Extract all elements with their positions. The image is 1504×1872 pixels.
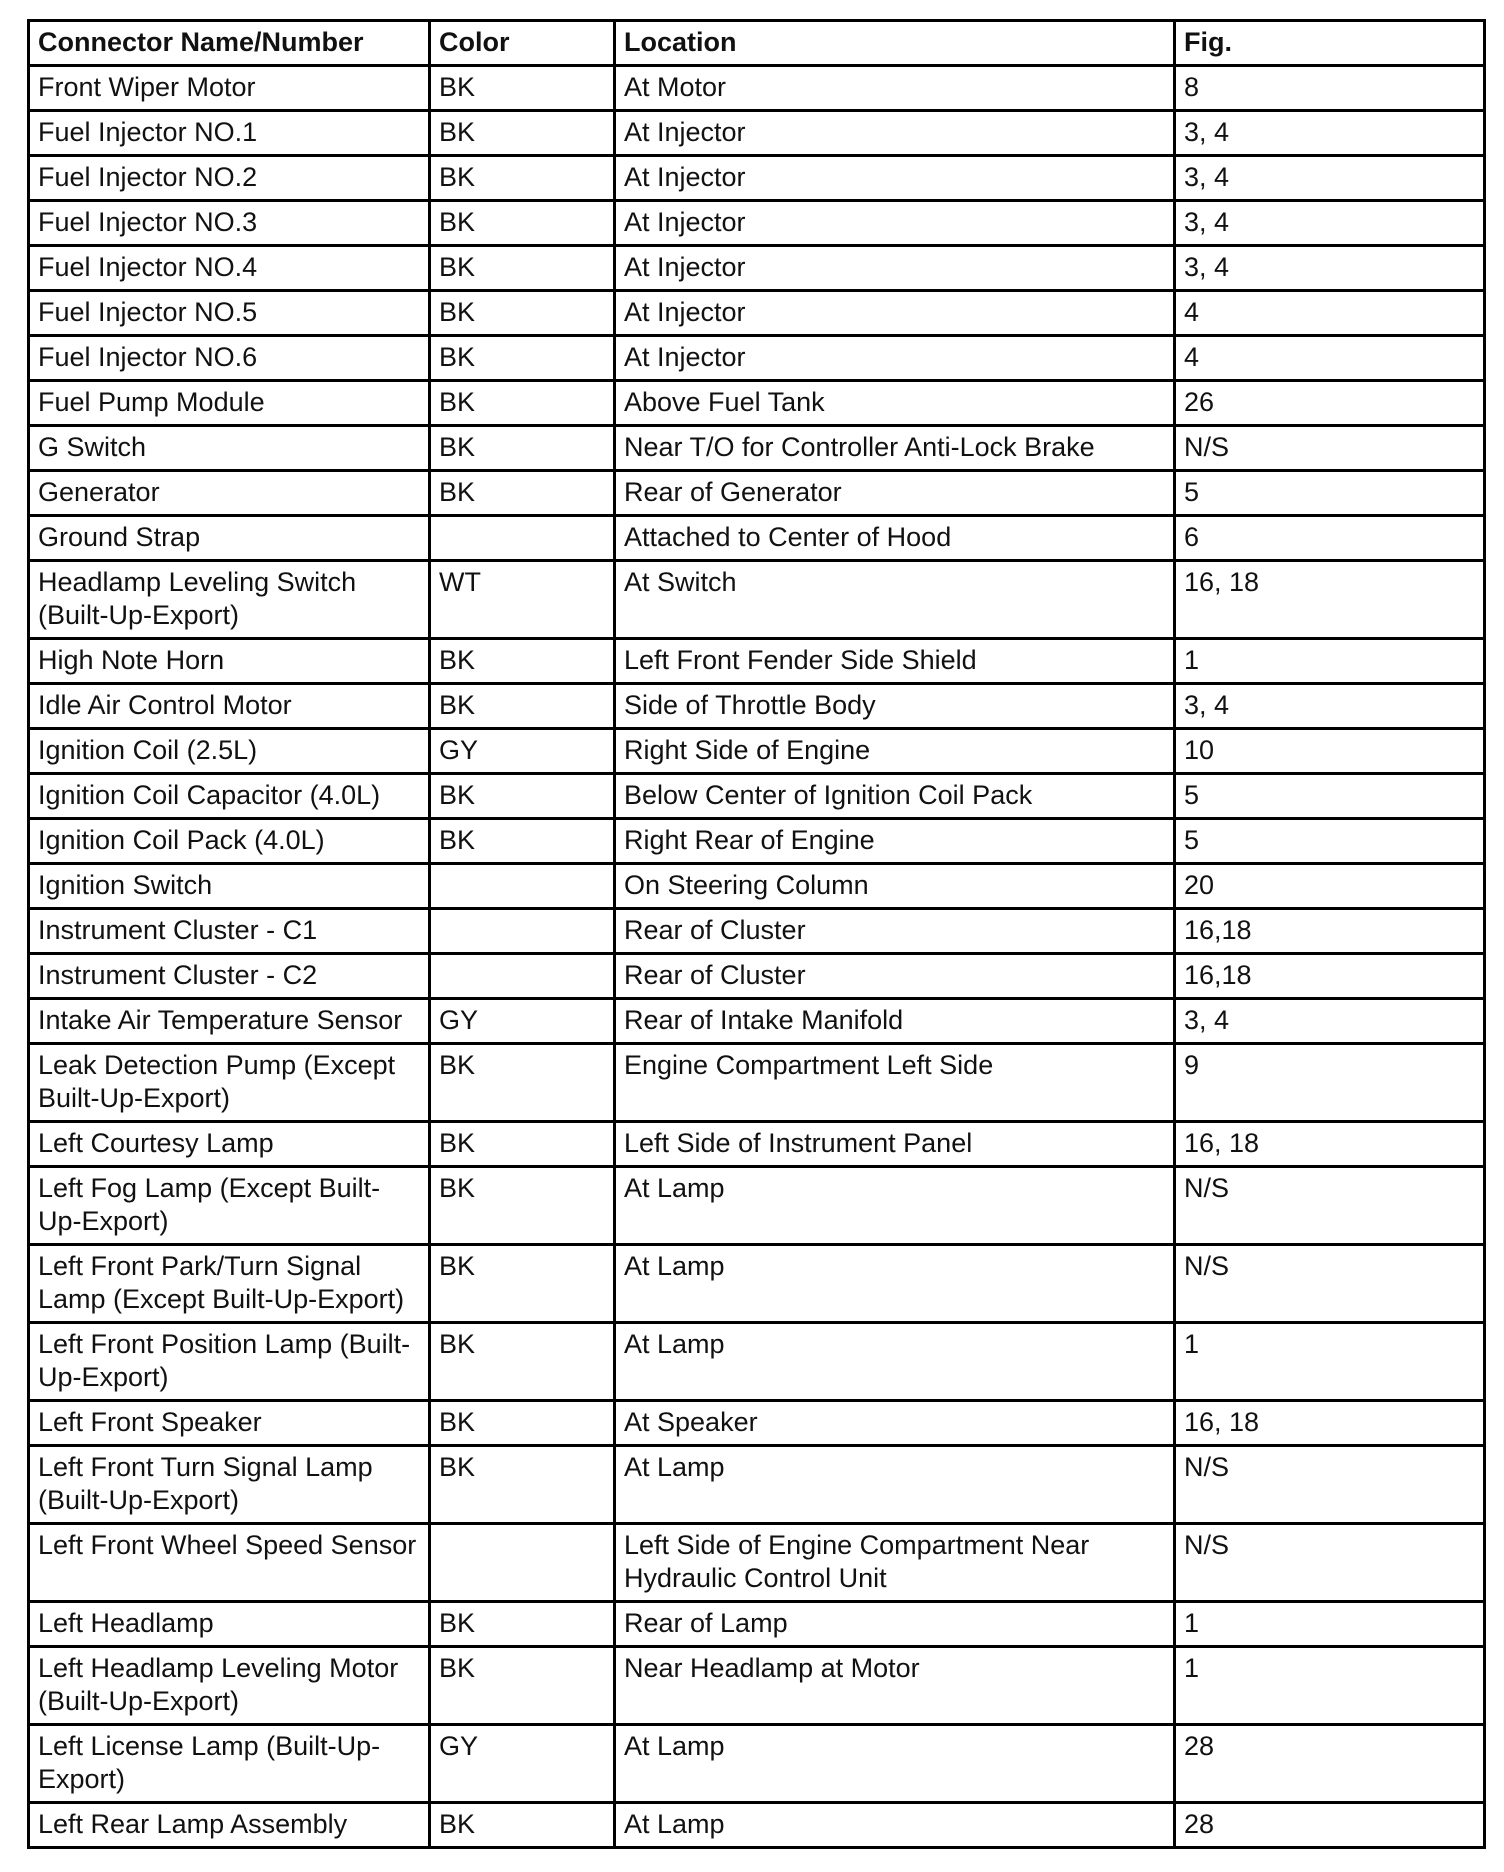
fig-cell: N/S (1175, 1245, 1485, 1323)
table-row (29, 774, 1485, 819)
location-cell: Near T/O for Controller Anti-Lock Brake (615, 426, 1175, 471)
fig-cell: 28 (1175, 1803, 1485, 1848)
fig-cell: 1 (1175, 1602, 1485, 1647)
location-cell: Right Side of Engine (615, 729, 1175, 774)
color-cell: BK (430, 774, 615, 819)
header-location: Location (615, 21, 1175, 66)
connector-name-cell: Left License Lamp (Built-Up-Export) (29, 1725, 430, 1803)
location-cell: At Motor (615, 66, 1175, 111)
location-cell: At Switch (615, 561, 1175, 639)
connector-name-cell: Intake Air Temperature Sensor (29, 999, 430, 1044)
table-header (29, 21, 1485, 66)
fig-cell: 16, 18 (1175, 561, 1485, 639)
connector-name-cell: Fuel Injector NO.4 (29, 246, 430, 291)
connector-name-cell: Left Front Wheel Speed Sensor (29, 1524, 430, 1602)
color-cell: BK (430, 1122, 615, 1167)
fig-cell: 20 (1175, 864, 1485, 909)
color-cell (430, 954, 615, 999)
fig-cell: 16,18 (1175, 909, 1485, 954)
table-row (29, 684, 1485, 729)
location-cell: Above Fuel Tank (615, 381, 1175, 426)
color-cell: BK (430, 1323, 615, 1401)
table-row (29, 1401, 1485, 1446)
table-row (29, 291, 1485, 336)
color-cell: GY (430, 1725, 615, 1803)
color-cell: BK (430, 1245, 615, 1323)
connector-name-cell: Left Front Position Lamp (Built-Up-Export) (29, 1323, 430, 1401)
color-cell (430, 864, 615, 909)
header-fig: Fig. (1175, 21, 1485, 66)
color-cell: WT (430, 561, 615, 639)
table-row (29, 1044, 1485, 1122)
color-cell: BK (430, 381, 615, 426)
fig-cell: 10 (1175, 729, 1485, 774)
connector-name-cell: Instrument Cluster - C2 (29, 954, 430, 999)
table-row (29, 426, 1485, 471)
table-row (29, 156, 1485, 201)
color-cell: BK (430, 1401, 615, 1446)
connector-name-cell: Headlamp Leveling Switch (Built-Up-Export) (29, 561, 430, 639)
table-row (29, 639, 1485, 684)
fig-cell: 3, 4 (1175, 999, 1485, 1044)
table-row (29, 864, 1485, 909)
fig-cell: 5 (1175, 819, 1485, 864)
connector-table (27, 19, 1486, 1849)
table-row (29, 1122, 1485, 1167)
location-cell: Rear of Generator (615, 471, 1175, 516)
table-row (29, 729, 1485, 774)
connector-name-cell: Ignition Coil (2.5L) (29, 729, 430, 774)
color-cell: BK (430, 1446, 615, 1524)
fig-cell: 3, 4 (1175, 111, 1485, 156)
color-cell: GY (430, 729, 615, 774)
color-cell: BK (430, 1044, 615, 1122)
location-cell: Rear of Intake Manifold (615, 999, 1175, 1044)
color-cell (430, 1524, 615, 1602)
location-cell: At Lamp (615, 1167, 1175, 1245)
table-row (29, 471, 1485, 516)
connector-name-cell: Leak Detection Pump (Except Built-Up-Export) (29, 1044, 430, 1122)
location-cell: At Lamp (615, 1725, 1175, 1803)
fig-cell: 4 (1175, 336, 1485, 381)
fig-cell: 3, 4 (1175, 246, 1485, 291)
table-row (29, 999, 1485, 1044)
color-cell: BK (430, 1803, 615, 1848)
fig-cell: N/S (1175, 1446, 1485, 1524)
color-cell: BK (430, 291, 615, 336)
color-cell: BK (430, 639, 615, 684)
connector-name-cell: Generator (29, 471, 430, 516)
location-cell: At Lamp (615, 1803, 1175, 1848)
connector-name-cell: Left Front Park/Turn Signal Lamp (Except Built-Up-Export) (29, 1245, 430, 1323)
table-row (29, 1524, 1485, 1602)
location-cell: At Lamp (615, 1323, 1175, 1401)
table-row (29, 1245, 1485, 1323)
color-cell: BK (430, 684, 615, 729)
fig-cell: 5 (1175, 774, 1485, 819)
location-cell: Below Center of Ignition Coil Pack (615, 774, 1175, 819)
connector-name-cell: Fuel Injector NO.1 (29, 111, 430, 156)
table-row (29, 336, 1485, 381)
color-cell (430, 909, 615, 954)
location-cell: Side of Throttle Body (615, 684, 1175, 729)
table-row (29, 201, 1485, 246)
connector-name-cell: Left Front Turn Signal Lamp (Built-Up-Export) (29, 1446, 430, 1524)
fig-cell: 1 (1175, 1323, 1485, 1401)
location-cell: At Injector (615, 201, 1175, 246)
color-cell: BK (430, 426, 615, 471)
location-cell: Rear of Lamp (615, 1602, 1175, 1647)
connector-name-cell: Fuel Injector NO.2 (29, 156, 430, 201)
connector-name-cell: Ground Strap (29, 516, 430, 561)
table-row (29, 246, 1485, 291)
color-cell: BK (430, 1167, 615, 1245)
fig-cell: 16, 18 (1175, 1122, 1485, 1167)
connector-name-cell: Instrument Cluster - C1 (29, 909, 430, 954)
connector-name-cell: Left Courtesy Lamp (29, 1122, 430, 1167)
color-cell: GY (430, 999, 615, 1044)
table-row (29, 516, 1485, 561)
table-row (29, 1602, 1485, 1647)
location-cell: Rear of Cluster (615, 954, 1175, 999)
fig-cell: 28 (1175, 1725, 1485, 1803)
color-cell (430, 516, 615, 561)
connector-name-cell: Front Wiper Motor (29, 66, 430, 111)
location-cell: Rear of Cluster (615, 909, 1175, 954)
fig-cell: 8 (1175, 66, 1485, 111)
location-cell: At Injector (615, 111, 1175, 156)
connector-name-cell: Ignition Coil Capacitor (4.0L) (29, 774, 430, 819)
table-row (29, 819, 1485, 864)
fig-cell: 9 (1175, 1044, 1485, 1122)
fig-cell: 16, 18 (1175, 1401, 1485, 1446)
fig-cell: 3, 4 (1175, 684, 1485, 729)
header-connector-name: Connector Name/Number (29, 21, 430, 66)
table-row (29, 954, 1485, 999)
connector-name-cell: Left Headlamp Leveling Motor (Built-Up-Export) (29, 1647, 430, 1725)
table-row (29, 111, 1485, 156)
table-row (29, 66, 1485, 111)
location-cell: Near Headlamp at Motor (615, 1647, 1175, 1725)
header-row (29, 21, 1485, 66)
connector-name-cell: Idle Air Control Motor (29, 684, 430, 729)
location-cell: At Lamp (615, 1446, 1175, 1524)
color-cell: BK (430, 471, 615, 516)
table-row (29, 909, 1485, 954)
color-cell: BK (430, 66, 615, 111)
table-row (29, 561, 1485, 639)
table-row (29, 1323, 1485, 1401)
table-row (29, 381, 1485, 426)
fig-cell: N/S (1175, 426, 1485, 471)
table-body (29, 66, 1485, 1848)
fig-cell: 1 (1175, 639, 1485, 684)
location-cell: At Injector (615, 291, 1175, 336)
table-row (29, 1725, 1485, 1803)
connector-name-cell: Fuel Injector NO.6 (29, 336, 430, 381)
color-cell: BK (430, 1647, 615, 1725)
location-cell: At Injector (615, 156, 1175, 201)
location-cell: At Speaker (615, 1401, 1175, 1446)
connector-name-cell: Left Fog Lamp (Except Built-Up-Export) (29, 1167, 430, 1245)
location-cell: Left Side of Engine Compartment Near Hydraulic Control Unit (615, 1524, 1175, 1602)
fig-cell: 16,18 (1175, 954, 1485, 999)
connector-name-cell: Left Headlamp (29, 1602, 430, 1647)
table-row (29, 1803, 1485, 1848)
connector-name-cell: Ignition Switch (29, 864, 430, 909)
fig-cell: 6 (1175, 516, 1485, 561)
fig-cell: 3, 4 (1175, 201, 1485, 246)
location-cell: Attached to Center of Hood (615, 516, 1175, 561)
connector-name-cell: Left Front Speaker (29, 1401, 430, 1446)
location-cell: Left Side of Instrument Panel (615, 1122, 1175, 1167)
table-row (29, 1446, 1485, 1524)
color-cell: BK (430, 201, 615, 246)
connector-name-cell: High Note Horn (29, 639, 430, 684)
color-cell: BK (430, 819, 615, 864)
color-cell: BK (430, 336, 615, 381)
color-cell: BK (430, 156, 615, 201)
location-cell: Left Front Fender Side Shield (615, 639, 1175, 684)
connector-name-cell: Ignition Coil Pack (4.0L) (29, 819, 430, 864)
location-cell: Right Rear of Engine (615, 819, 1175, 864)
color-cell: BK (430, 246, 615, 291)
color-cell: BK (430, 1602, 615, 1647)
location-cell: At Injector (615, 246, 1175, 291)
connector-name-cell: G Switch (29, 426, 430, 471)
fig-cell: 5 (1175, 471, 1485, 516)
connector-name-cell: Fuel Injector NO.5 (29, 291, 430, 336)
header-color: Color (430, 21, 615, 66)
table-row (29, 1167, 1485, 1245)
fig-cell: 1 (1175, 1647, 1485, 1725)
location-cell: At Lamp (615, 1245, 1175, 1323)
location-cell: At Injector (615, 336, 1175, 381)
fig-cell: 3, 4 (1175, 156, 1485, 201)
connector-name-cell: Fuel Injector NO.3 (29, 201, 430, 246)
location-cell: Engine Compartment Left Side (615, 1044, 1175, 1122)
color-cell: BK (430, 111, 615, 156)
fig-cell: N/S (1175, 1524, 1485, 1602)
connector-name-cell: Fuel Pump Module (29, 381, 430, 426)
connector-name-cell: Left Rear Lamp Assembly (29, 1803, 430, 1848)
table-row (29, 1647, 1485, 1725)
location-cell: On Steering Column (615, 864, 1175, 909)
fig-cell: 4 (1175, 291, 1485, 336)
fig-cell: 26 (1175, 381, 1485, 426)
fig-cell: N/S (1175, 1167, 1485, 1245)
